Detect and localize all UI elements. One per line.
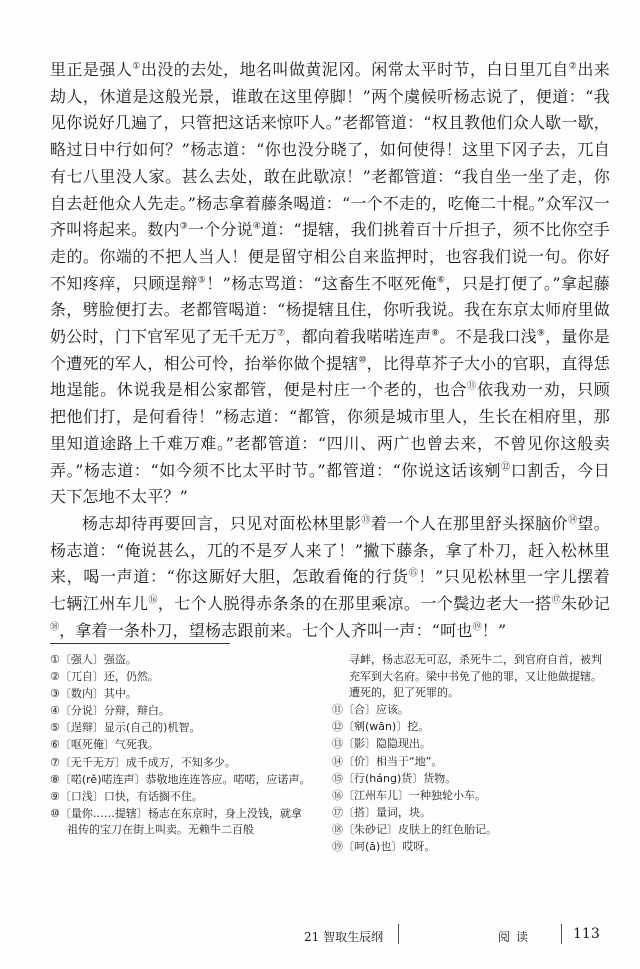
footnote-item: ④〔分说〕分辩，辩白。 bbox=[50, 704, 170, 718]
footnote-item: ⑲〔呵(ā)也〕哎呀。 bbox=[332, 840, 436, 854]
text-run: ，量你是个遭死的军人，相公可怜，抬举你做个提辖 bbox=[50, 327, 610, 373]
footnote-marker[interactable]: ⑫ bbox=[501, 462, 511, 473]
footnote-marker[interactable]: ⑪ bbox=[467, 382, 477, 393]
footnote-marker[interactable]: ⑱ bbox=[50, 622, 60, 633]
text-run: ！” bbox=[481, 620, 507, 640]
footnote-item: ⑮〔行(háng)货〕货物。 bbox=[332, 771, 457, 785]
footnote-continuation: 寻衅，杨志忍无可忍，杀死牛二，到官府自首，被判充军到大名府。梁中书免了他的罪，又让他做提辖。遭死的，犯了死罪的。 bbox=[349, 653, 602, 700]
footnote-item: ⑬〔影〕隐隐现出。 bbox=[332, 737, 431, 751]
footnote-marker[interactable]: ⑦ bbox=[277, 328, 286, 339]
footnote-marker[interactable]: ⑰ bbox=[551, 595, 561, 606]
footnotes-left-column bbox=[50, 652, 312, 840]
footnote-item: ⑰〔搭〕量词，块。 bbox=[332, 805, 431, 819]
footnote-marker[interactable]: ⑨ bbox=[536, 328, 546, 339]
paragraph bbox=[50, 57, 610, 511]
text-run: 杨志却待再要回言，只见对面松林里影 bbox=[82, 513, 362, 533]
footnote-item: ⑧〔喏(rě)喏连声〕恭敬地连连答应。喏喏，应诺声。 bbox=[50, 772, 311, 786]
footnote-item: ③〔数内〕其中。 bbox=[50, 687, 137, 701]
footer-divider bbox=[561, 924, 562, 944]
text-run: 口割舌，今日天下怎地不太平？” bbox=[50, 460, 610, 507]
footnote-marker[interactable]: ② bbox=[568, 61, 578, 72]
text-run: ，都向着我喏喏连声 bbox=[285, 327, 432, 347]
paragraph bbox=[50, 511, 610, 645]
footnote-item: ⑩〔量你……提辖〕杨志在东京时，身上没钱，就拿祖传的宝刀在街上叫卖。无赖牛二百般 bbox=[50, 806, 302, 837]
text-run: 依我劝一劝，只顾把他们打，是何看待！”杨志道：“都管，你须是城市里人，生长在相府里，那里知道途路上千难万难。”老都管道：“四川、两广也曾去来，不曾见你这般卖弄。”杨志道：“如今须不比太平时节。”都管道：“你说这话该剜 bbox=[50, 380, 610, 480]
text-run: ，七个人脱得赤条条的在那里乘凉。一个鬓边老大一搭 bbox=[157, 594, 552, 614]
text-run: 道：“提辖，我们挑着百十斤担子，须不比你空手走的。你端的不把人当人！便是留守相公自来监押时，也容我们说一句。你好不知疼痒，只顾逞辩 bbox=[50, 220, 610, 293]
footnote-item: ①〔强人〕强盗。 bbox=[50, 653, 137, 666]
text-run: ！”只见松林里一字儿摆着七辆江州车儿 bbox=[50, 567, 610, 614]
text-run: 。不是我口浅 bbox=[439, 327, 537, 347]
text-run: ！”杨志骂道：“这畜生不呕死俺 bbox=[206, 273, 437, 293]
footnotes-right-column bbox=[332, 652, 602, 856]
footnote-marker[interactable]: ⑤ bbox=[197, 275, 207, 286]
chapter-title: 21 智取生辰纲 bbox=[304, 930, 384, 944]
text-run: 出来劫人，休道是这般光景，谁敢在这里停脚！”两个虞候听杨志说了，便道：“我见你说好几遍了，只管把这话来惊吓人。”老都管道：“权且教他们众人歇一歇，略过日中行如何？”杨志道：“你也没分晓了，如何使得！这里下冈子去，兀自有七八里没人家。甚么去处，敢在此歇凉！”老都管道：“我自坐一坐了走，你自去赶他众人先走。”杨志拿着藤条喝道：“一个不走的，吃俺二十棍。”众军汉一齐叫将起来。数内 bbox=[50, 60, 610, 240]
footer-divider bbox=[398, 924, 399, 944]
footnote-marker[interactable]: ① bbox=[132, 61, 141, 72]
page-footer bbox=[0, 924, 640, 948]
footnote-item: ②〔兀自〕还，仍然。 bbox=[50, 670, 159, 684]
footnote-item: ⑱〔朱砂记〕皮肤上的红色胎记。 bbox=[332, 822, 497, 836]
footnote-marker[interactable]: ⑧ bbox=[431, 328, 440, 339]
footnote-item: ⑦〔无千无万〕成千成万，不知多少。 bbox=[50, 755, 236, 769]
footnote-marker[interactable]: ⑩ bbox=[358, 355, 367, 366]
text-run: 出没的去处，地名叫做黄泥冈。闲常太平时节，白日里兀自 bbox=[140, 60, 569, 79]
footnote-item: ⑨〔口浅〕口快，有话搁不住。 bbox=[50, 789, 203, 803]
text-run: ，比得草芥子大小的官职，直得恁地逞能。休说我是相公家都管，便是村庄一个老的，也合 bbox=[50, 353, 610, 400]
text-run: ，只是打便了。”拿起藤条，劈脸便打去。老都管喝道：“杨提辖且住，你听我说。我在东京太师府里做奶公时，门下官军见了无千无万 bbox=[50, 273, 610, 347]
footnote-item: ⑯〔江州车儿〕一种独轮小车。 bbox=[332, 788, 486, 802]
footnote-marker[interactable]: ⑮ bbox=[408, 569, 419, 580]
page-number: 113 bbox=[573, 926, 600, 942]
footnote-marker[interactable]: ⑥ bbox=[436, 275, 446, 286]
text-run: 朱砂记 bbox=[560, 594, 610, 614]
footnote-marker[interactable]: ⑭ bbox=[567, 515, 578, 526]
footnote-marker[interactable]: ③ bbox=[179, 221, 188, 232]
main-text bbox=[50, 57, 610, 644]
text-run: ，拿着一条朴刀，望杨志跟前来。七个人齐叫一声：“呵也 bbox=[59, 620, 473, 640]
footnote-item: ⑫〔剜(wān)〕挖。 bbox=[332, 720, 430, 734]
section-label: 阅读 bbox=[498, 930, 535, 944]
text-run: 里正是强人 bbox=[50, 60, 133, 79]
text-run: 一个分说 bbox=[187, 220, 253, 240]
footnote-marker[interactable]: ⑲ bbox=[472, 622, 482, 633]
footnote-marker[interactable]: ④ bbox=[252, 221, 262, 232]
text-run: 着一个人在那里舒头探脑价 bbox=[370, 513, 568, 533]
footnote-marker[interactable]: ⑯ bbox=[148, 595, 158, 606]
footnote-marker[interactable]: ⑬ bbox=[361, 515, 371, 526]
footnote-item: ⑪〔合〕应该。 bbox=[332, 703, 409, 717]
footnote-item: ⑭〔价〕相当于“地”。 bbox=[332, 754, 443, 768]
footnote-rule bbox=[50, 643, 230, 644]
footnote-item: ⑥〔呕死俺〕气死我。 bbox=[50, 738, 159, 752]
text-run: 望。杨志道：“俺说甚么，兀的不是歹人来了！”撇下藤条，拿了朴刀，赶入松林里来，喝一声道：“你这厮好大胆，怎敢看俺的行货 bbox=[50, 513, 611, 587]
footnote-item: ⑤〔逞辩〕显示(自己的)机智。 bbox=[50, 721, 201, 735]
